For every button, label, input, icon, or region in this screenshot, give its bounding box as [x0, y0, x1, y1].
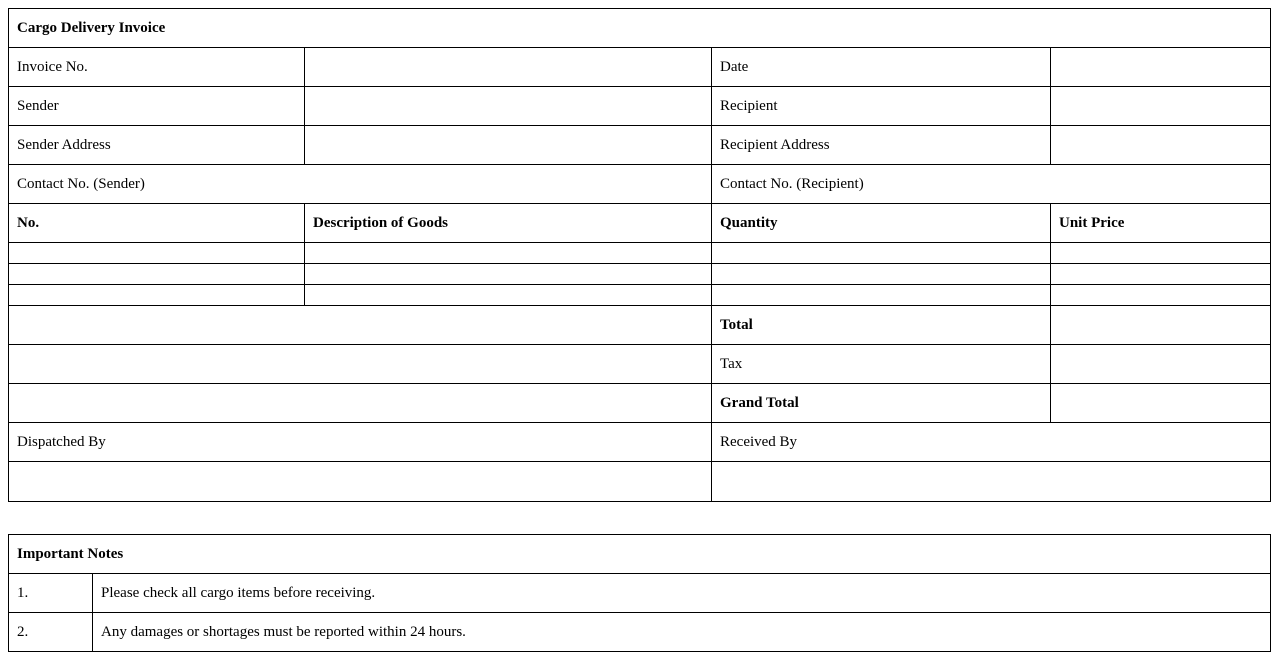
items-header-unit-price: Unit Price: [1051, 204, 1271, 243]
sender-row: [9, 87, 1271, 126]
tax-row: [9, 345, 1271, 384]
item-no-cell[interactable]: [9, 264, 305, 285]
total-row: [9, 306, 1271, 345]
sender-address-field[interactable]: [305, 126, 712, 165]
total-label: Total: [712, 306, 1051, 345]
invoice-no-field[interactable]: [305, 48, 712, 87]
title-row: [9, 9, 1271, 48]
item-row: [9, 264, 1271, 285]
invoice-no-row: [9, 48, 1271, 87]
notes-title-row: [9, 535, 1271, 574]
grand-total-row: [9, 384, 1271, 423]
contact-recipient-label: Contact No. (Recipient): [712, 165, 1271, 204]
recipient-address-field[interactable]: [1051, 126, 1271, 165]
tax-field[interactable]: [1051, 345, 1271, 384]
notes-table: [8, 534, 1271, 652]
signature-row: [9, 462, 1271, 502]
received-by-label: Received By: [712, 423, 1271, 462]
item-row: [9, 285, 1271, 306]
item-quantity-cell[interactable]: [712, 243, 1051, 264]
recipient-field[interactable]: [1051, 87, 1271, 126]
note-row: [9, 574, 1271, 613]
date-field[interactable]: [1051, 48, 1271, 87]
total-spacer-cell: [9, 306, 712, 345]
item-unit-price-cell[interactable]: [1051, 243, 1271, 264]
items-header-row: [9, 204, 1271, 243]
grand-total-field[interactable]: [1051, 384, 1271, 423]
item-no-cell[interactable]: [9, 285, 305, 306]
recipient-address-label: Recipient Address: [712, 126, 1051, 165]
invoice-table: [8, 8, 1271, 502]
note-number: 2.: [9, 613, 93, 652]
notes-title: Important Notes: [9, 535, 1271, 574]
signature-label-row: [9, 423, 1271, 462]
item-description-cell[interactable]: [305, 264, 712, 285]
grand-total-spacer-cell: [9, 384, 712, 423]
tax-spacer-cell: [9, 345, 712, 384]
item-description-cell[interactable]: [305, 285, 712, 306]
sender-field[interactable]: [305, 87, 712, 126]
sender-address-label: Sender Address: [9, 126, 305, 165]
note-text: Any damages or shortages must be reported within 24 hours.: [93, 613, 1271, 652]
items-header-description: Description of Goods: [305, 204, 712, 243]
items-header-no: No.: [9, 204, 305, 243]
total-field[interactable]: [1051, 306, 1271, 345]
item-no-cell[interactable]: [9, 243, 305, 264]
invoice-title: Cargo Delivery Invoice: [9, 9, 1271, 48]
dispatched-by-label: Dispatched By: [9, 423, 712, 462]
contact-sender-label: Contact No. (Sender): [9, 165, 712, 204]
address-row: [9, 126, 1271, 165]
item-quantity-cell[interactable]: [712, 285, 1051, 306]
recipient-label: Recipient: [712, 87, 1051, 126]
note-text: Please check all cargo items before receiving.: [93, 574, 1271, 613]
item-row: [9, 243, 1271, 264]
sender-label: Sender: [9, 87, 305, 126]
grand-total-label: Grand Total: [712, 384, 1051, 423]
received-by-signature-field[interactable]: [712, 462, 1271, 502]
contact-row: [9, 165, 1271, 204]
dispatched-by-signature-field[interactable]: [9, 462, 712, 502]
invoice-no-label: Invoice No.: [9, 48, 305, 87]
item-unit-price-cell[interactable]: [1051, 264, 1271, 285]
item-description-cell[interactable]: [305, 243, 712, 264]
item-quantity-cell[interactable]: [712, 264, 1051, 285]
note-row: [9, 613, 1271, 652]
note-number: 1.: [9, 574, 93, 613]
item-unit-price-cell[interactable]: [1051, 285, 1271, 306]
tax-label: Tax: [712, 345, 1051, 384]
items-header-quantity: Quantity: [712, 204, 1051, 243]
date-label: Date: [712, 48, 1051, 87]
